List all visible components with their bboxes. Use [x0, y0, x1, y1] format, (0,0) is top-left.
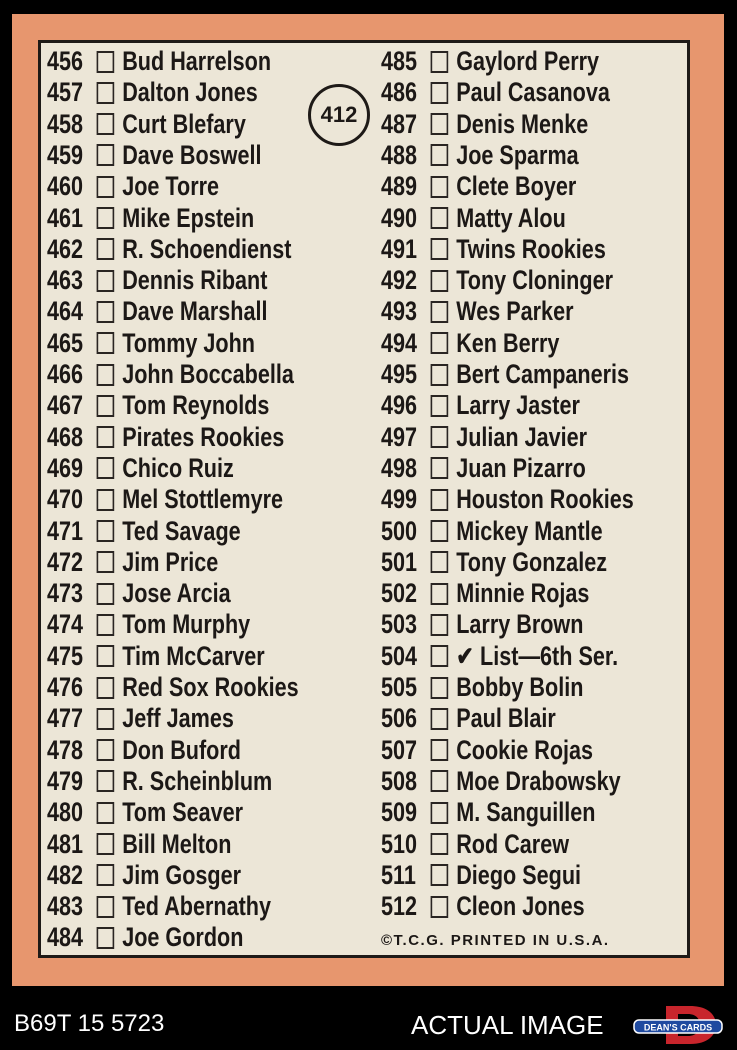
checkbox[interactable]	[97, 457, 115, 479]
checkbox[interactable]	[431, 551, 449, 573]
checkbox[interactable]	[431, 332, 449, 354]
checkbox[interactable]	[431, 489, 449, 511]
player-name: Ted Savage	[122, 515, 241, 546]
card-number: 482	[47, 859, 84, 890]
checkbox[interactable]	[431, 82, 449, 104]
checklist-entry	[381, 234, 606, 265]
card-number: 467	[47, 390, 84, 421]
checkbox[interactable]	[431, 113, 449, 135]
card-number: 461	[47, 202, 84, 233]
checklist-entry	[47, 234, 291, 265]
card-number: 468	[47, 421, 84, 452]
player-name: Minnie Rojas	[456, 578, 590, 609]
checkbox[interactable]	[97, 176, 115, 198]
deans-cards-logo	[632, 1004, 724, 1046]
player-name: Tom Murphy	[122, 609, 251, 640]
card-number: 473	[47, 578, 84, 609]
checkbox[interactable]	[431, 51, 449, 73]
card-number: 501	[381, 546, 418, 577]
player-name: Mike Epstein	[122, 202, 255, 233]
player-name: Dennis Ribant	[122, 265, 268, 296]
checklist-entry	[381, 516, 603, 547]
checklist-entry	[47, 735, 241, 766]
card-number: 460	[47, 171, 84, 202]
player-name: Joe Sparma	[456, 139, 579, 170]
card-number: 476	[47, 672, 84, 702]
card-number: 493	[381, 296, 418, 327]
checklist-entry	[381, 422, 587, 453]
player-name: Tom Reynolds	[122, 390, 270, 421]
checkbox[interactable]	[97, 645, 115, 667]
checklist-entry	[381, 829, 569, 860]
player-name: Pirates Rookies	[122, 421, 285, 452]
card-number: 487	[381, 108, 418, 139]
checkbox[interactable]	[97, 614, 115, 636]
card-number: 458	[47, 108, 84, 139]
checkbox[interactable]	[97, 207, 115, 229]
checklist-entry	[47, 516, 241, 547]
player-name: Paul Casanova	[456, 77, 610, 108]
player-name: Diego Segui	[456, 859, 582, 890]
card-number-badge: 412	[308, 84, 370, 146]
checklist-entry	[47, 641, 265, 672]
card-number: 488	[381, 139, 418, 170]
checkbox[interactable]	[97, 489, 115, 511]
checkbox[interactable]	[97, 864, 115, 886]
player-name: Red Sox Rookies	[122, 672, 299, 702]
logo-text: DEAN'S CARDS	[643, 1022, 713, 1033]
checklist-entry	[47, 453, 234, 484]
card-number: 490	[381, 202, 418, 233]
checkbox[interactable]	[431, 770, 449, 792]
checkbox[interactable]	[97, 739, 115, 761]
player-name: Tim McCarver	[122, 640, 265, 671]
checkbox[interactable]	[97, 896, 115, 918]
player-name: Houston Rookies	[456, 484, 634, 515]
card-number: 471	[47, 515, 84, 546]
player-name: Jose Arcia	[122, 578, 231, 609]
card-number: 489	[381, 171, 418, 202]
player-name: Don Buford	[122, 734, 241, 765]
checkbox[interactable]	[431, 677, 449, 699]
card-number: 464	[47, 296, 84, 327]
player-name: Jim Price	[122, 546, 219, 577]
player-name: Twins Rookies	[456, 233, 606, 264]
checkbox[interactable]	[431, 238, 449, 260]
card-number: 477	[47, 703, 84, 734]
checklist-entry	[381, 735, 593, 766]
player-name: Juan Pizarro	[456, 452, 586, 483]
card-number: 486	[381, 77, 418, 108]
card-number: 483	[47, 891, 84, 922]
checkbox[interactable]	[431, 457, 449, 479]
card-number: 457	[47, 77, 84, 108]
checkbox[interactable]	[97, 520, 115, 542]
checklist-entry	[381, 46, 599, 77]
card-number: 472	[47, 546, 84, 577]
card-number: 500	[381, 515, 418, 546]
card-number: 494	[381, 327, 418, 358]
player-name: Cleon Jones	[456, 891, 585, 922]
checklist-entry	[381, 703, 556, 734]
checkbox[interactable]	[431, 833, 449, 855]
card-number: 509	[381, 797, 418, 828]
card-number: 502	[381, 578, 418, 609]
card-number: 503	[381, 609, 418, 640]
checkbox[interactable]	[97, 113, 115, 135]
checkbox[interactable]	[97, 395, 115, 417]
checkbox[interactable]	[97, 833, 115, 855]
player-name: M. Sanguillen	[456, 797, 596, 828]
player-name: Larry Brown	[456, 609, 584, 640]
checkbox[interactable]	[431, 583, 449, 605]
player-name: Julian Javier	[456, 421, 588, 452]
player-name: Ted Abernathy	[122, 891, 272, 922]
checkbox[interactable]	[431, 426, 449, 448]
checkbox[interactable]	[97, 677, 115, 699]
checklist-entry	[381, 891, 585, 922]
checklist-entry	[47, 171, 219, 202]
card-number: 499	[381, 484, 418, 515]
player-name: Mickey Mantle	[456, 515, 603, 546]
checkbox[interactable]	[431, 896, 449, 918]
copyright-text: ©T.C.G. PRINTED IN U.S.A.	[381, 932, 610, 949]
player-name: Joe Torre	[122, 171, 220, 202]
checklist-entry	[47, 672, 299, 703]
card-number: 507	[381, 734, 418, 765]
checklist-entry	[381, 296, 573, 327]
player-name: Larry Jaster	[456, 390, 580, 421]
card-number: 479	[47, 765, 84, 796]
player-name: Tony Cloninger	[456, 265, 613, 296]
checkbox[interactable]	[97, 802, 115, 824]
card-number: 511	[381, 859, 416, 890]
checklist-entry	[381, 453, 586, 484]
checkbox[interactable]	[97, 770, 115, 792]
checklist-entry	[47, 547, 218, 578]
card-number: 474	[47, 609, 84, 640]
checkbox[interactable]	[431, 520, 449, 542]
checkbox[interactable]	[431, 301, 449, 323]
card-number: 463	[47, 265, 84, 296]
checklist-entry	[47, 296, 267, 327]
checklist-entry	[381, 77, 610, 108]
checkbox[interactable]	[431, 176, 449, 198]
card-number: 459	[47, 139, 84, 170]
checklist-entry	[381, 390, 580, 421]
card-number: 484	[47, 922, 84, 953]
checklist-entry	[381, 547, 607, 578]
checklist-entry	[47, 922, 243, 953]
player-name: Dave Marshall	[122, 296, 268, 327]
player-name: Jeff James	[122, 703, 234, 734]
checklist-entry	[381, 797, 595, 828]
checklist-entry	[47, 484, 283, 515]
card-number: 495	[381, 359, 418, 389]
checkmark-icon: ✔	[456, 640, 474, 671]
player-name: Dalton Jones	[122, 77, 258, 108]
card-number: 496	[381, 390, 418, 421]
player-name: Curt Blefary	[122, 108, 246, 139]
player-name: Joe Gordon	[122, 922, 244, 953]
checkbox[interactable]	[431, 270, 449, 292]
checklist-entry	[47, 359, 294, 390]
checklist-entry	[381, 328, 559, 359]
checkbox[interactable]	[97, 238, 115, 260]
checklist-entry	[381, 484, 634, 515]
card-number: 480	[47, 797, 84, 828]
certification-number: B69T 15 5723	[14, 1010, 165, 1037]
checklist-entry	[381, 641, 618, 672]
card-number: 491	[381, 233, 418, 264]
player-name: Clete Boyer	[456, 171, 577, 202]
checklist-entry	[47, 860, 241, 891]
checkbox[interactable]	[431, 395, 449, 417]
player-name: Cookie Rojas	[456, 734, 594, 765]
player-name: Bill Melton	[122, 828, 232, 859]
checkbox[interactable]	[431, 364, 449, 386]
card-number: 510	[381, 828, 418, 859]
player-name: R. Scheinblum	[122, 765, 273, 796]
card-number: 470	[47, 484, 84, 515]
card-number: 466	[47, 359, 84, 389]
player-name: R. Schoendienst	[122, 233, 292, 264]
checkbox[interactable]	[97, 708, 115, 730]
card-number: 465	[47, 327, 84, 358]
card-number: 478	[47, 734, 84, 765]
checkbox[interactable]	[97, 51, 115, 73]
checklist-entry	[47, 578, 231, 609]
player-name: Moe Drabowsky	[456, 765, 621, 796]
checkbox[interactable]	[431, 708, 449, 730]
checklist-entry	[381, 140, 579, 171]
player-name: Ken Berry	[456, 327, 560, 358]
checklist-entry	[47, 829, 231, 860]
card-number: 512	[381, 891, 418, 922]
player-name: List—6th Ser.	[480, 640, 619, 671]
checklist-entry	[47, 703, 234, 734]
checkbox[interactable]	[431, 207, 449, 229]
checkbox[interactable]	[97, 364, 115, 386]
player-name: Paul Blair	[456, 703, 556, 734]
player-name: Tony Gonzalez	[456, 546, 608, 577]
checklist-entry	[47, 422, 284, 453]
checklist-entry	[47, 609, 250, 640]
card-number: 481	[47, 828, 84, 859]
checklist-entry	[47, 77, 258, 108]
player-name: John Boccabella	[122, 359, 294, 389]
checklist-entry	[381, 578, 589, 609]
checklist-entry	[47, 328, 255, 359]
player-name: Denis Menke	[456, 108, 589, 139]
card-number: 497	[381, 421, 418, 452]
checklist-entry	[47, 766, 272, 797]
checkbox[interactable]	[431, 739, 449, 761]
checkbox[interactable]	[97, 270, 115, 292]
player-name: Bobby Bolin	[456, 672, 584, 702]
card-number: 506	[381, 703, 418, 734]
card-number: 508	[381, 765, 418, 796]
checklist-entry	[47, 797, 243, 828]
checkbox[interactable]	[97, 144, 115, 166]
card-number: 485	[381, 46, 418, 76]
player-name: Matty Alou	[456, 202, 566, 233]
checklist-entry	[47, 46, 271, 77]
checklist-entry	[47, 109, 246, 140]
player-name: Rod Carew	[456, 828, 570, 859]
checklist-entry	[381, 203, 566, 234]
checkbox[interactable]	[97, 551, 115, 573]
checkbox[interactable]	[97, 426, 115, 448]
checklist-entry	[47, 140, 261, 171]
player-name: Chico Ruiz	[122, 452, 234, 483]
player-name: Dave Boswell	[122, 139, 262, 170]
checklist-entry	[381, 672, 583, 703]
card-number: 498	[381, 452, 418, 483]
checklist-entry	[381, 265, 613, 296]
checklist-entry	[381, 359, 629, 390]
player-name: Mel Stottlemyre	[122, 484, 284, 515]
checklist-entry	[47, 203, 254, 234]
checklist-entry	[381, 860, 581, 891]
checkbox[interactable]	[431, 144, 449, 166]
checkbox[interactable]	[97, 301, 115, 323]
actual-image-label: ACTUAL IMAGE	[411, 1010, 604, 1040]
player-name: Gaylord Perry	[456, 46, 600, 76]
checkbox[interactable]	[431, 645, 449, 667]
checkbox[interactable]	[97, 332, 115, 354]
checklist-entry	[47, 390, 269, 421]
checkbox[interactable]	[431, 802, 449, 824]
checkbox[interactable]	[431, 614, 449, 636]
checkbox[interactable]	[97, 583, 115, 605]
card-number: 469	[47, 452, 84, 483]
checklist-entry	[381, 766, 621, 797]
checkbox[interactable]	[97, 927, 115, 949]
checklist-entry	[47, 265, 267, 296]
card-number: 456	[47, 46, 84, 76]
player-name: Bert Campaneris	[456, 359, 630, 389]
checkbox[interactable]	[97, 82, 115, 104]
checklist-entry	[381, 109, 588, 140]
player-name: Wes Parker	[456, 296, 574, 327]
checklist-entry	[381, 609, 583, 640]
card-number: 475	[47, 640, 84, 671]
card-number: 462	[47, 233, 84, 264]
card-number: 492	[381, 265, 418, 296]
card-number: 504	[381, 640, 418, 671]
player-name: Jim Gosger	[122, 859, 242, 890]
card-number: 505	[381, 672, 418, 702]
checklist-entry	[381, 171, 576, 202]
player-name: Tom Seaver	[122, 797, 244, 828]
checklist-entry	[47, 891, 271, 922]
player-name: Tommy John	[122, 327, 256, 358]
checkbox[interactable]	[431, 864, 449, 886]
player-name: Bud Harrelson	[122, 46, 272, 76]
